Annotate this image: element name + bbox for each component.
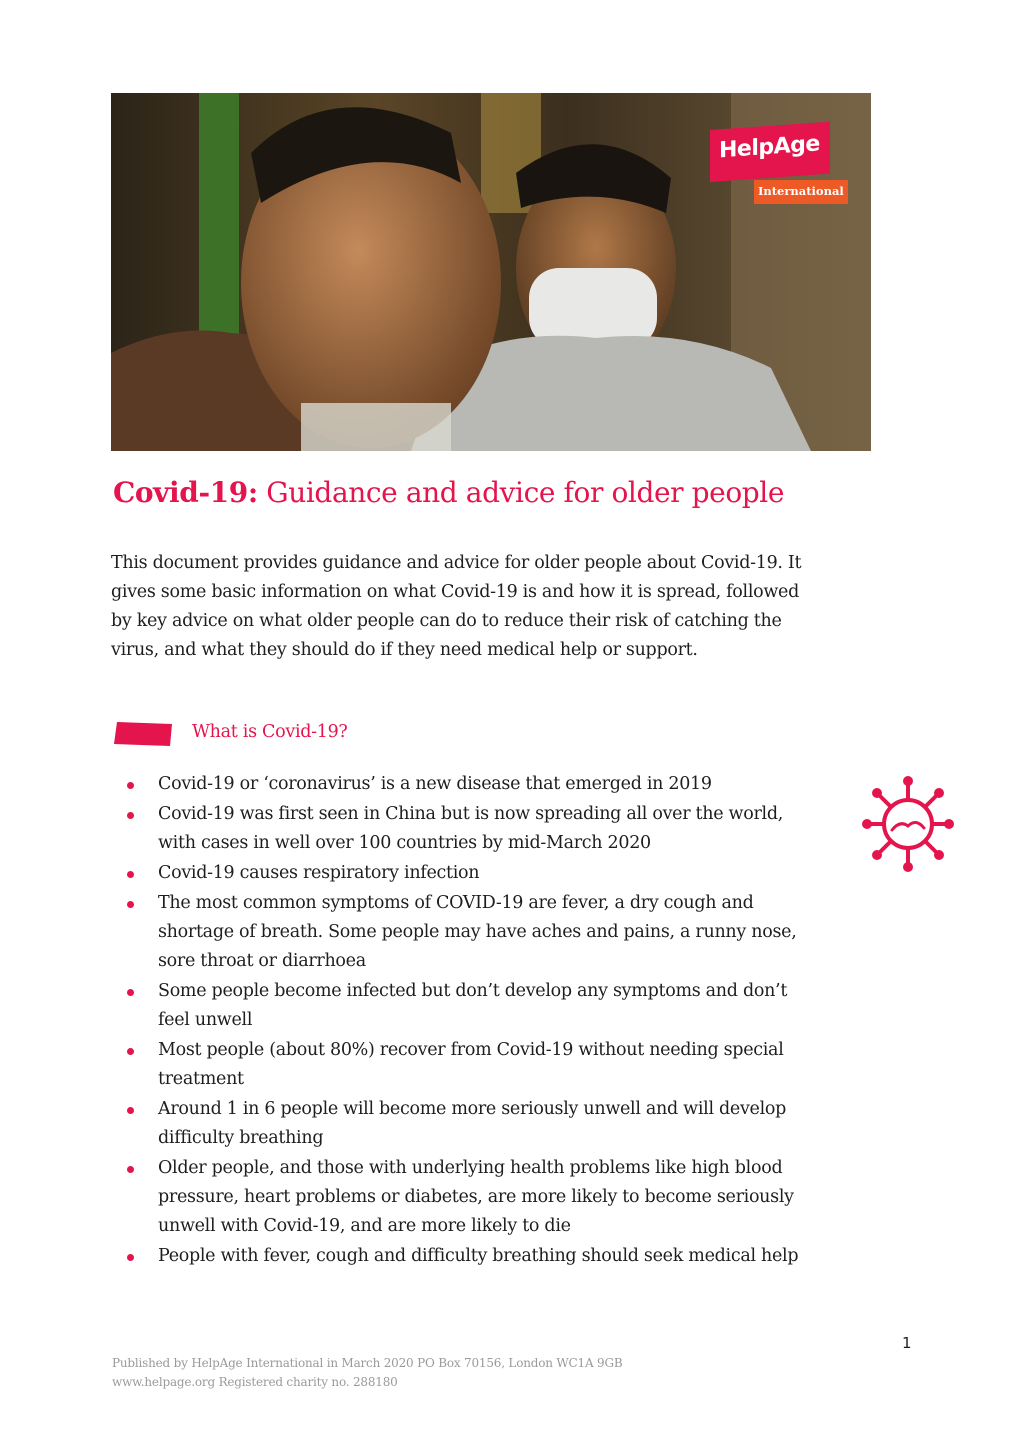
list-item: [0, 859, 818, 888]
list-item-text: Covid-19 causes respiratory infection: [158, 863, 480, 883]
list-item-text: Some people become infected but don’t develop any symptoms and don’t feel unwell: [158, 981, 788, 1030]
list-item-text: The most common symptoms of COVID-19 are fever, a dry cough and shortage of breath. Some people may have aches and pains, a runny nose, sore throat or diarrhoea: [158, 893, 797, 971]
logo-name-block: [710, 122, 830, 182]
list-item: [0, 1242, 818, 1271]
title-prefix: Covid-19:: [113, 476, 258, 509]
logo-subtitle: International: [758, 184, 844, 198]
bullet-dot-icon: [127, 782, 134, 789]
list-item: [0, 770, 818, 799]
section-marker-icon: [114, 720, 172, 746]
list-item-text: Around 1 in 6 people will become more seriously unwell and will develop difficulty breathing: [158, 1099, 787, 1148]
list-item: [0, 1154, 818, 1241]
title-main: Guidance and advice for older people: [257, 476, 785, 509]
logo-name: HelpAge: [719, 131, 820, 164]
page-number: 1: [902, 1334, 912, 1352]
list-item-text: Older people, and those with underlying health problems like high blood pressure, heart problems or diabetes, are more likely to become seriously unwell with Covid-19, and are more likely to die: [158, 1158, 794, 1236]
bullet-dot-icon: [127, 989, 134, 996]
bullet-dot-icon: [127, 812, 134, 819]
list-item-text: People with fever, cough and difficulty breathing should seek medical help: [158, 1246, 799, 1266]
bullet-dot-icon: [127, 1107, 134, 1114]
page-title: [113, 476, 913, 509]
bullet-dot-icon: [127, 901, 134, 908]
footer-charity: www.helpage.org Registered charity no. 288180: [112, 1375, 398, 1389]
bullet-dot-icon: [127, 1048, 134, 1055]
list-item-text: Covid-19 or ‘coronavirus’ is a new disease that emerged in 2019: [158, 774, 712, 794]
virus-icon: [862, 774, 954, 874]
bullet-dot-icon: [127, 1166, 134, 1173]
list-item-text: Most people (about 80%) recover from Covid-19 without needing special treatment: [158, 1040, 784, 1089]
logo-subtitle-block: [754, 180, 848, 204]
helpage-logo: [710, 130, 848, 205]
list-item: [0, 1095, 818, 1153]
list-item: [0, 1036, 818, 1094]
footer: [112, 1354, 812, 1392]
list-item: [0, 889, 818, 976]
bullet-dot-icon: [127, 1254, 134, 1261]
footer-publisher: Published by HelpAge International in March 2020 PO Box 70156, London WC1A 9GB: [112, 1356, 623, 1370]
list-item: [0, 977, 818, 1035]
list-item: [0, 800, 818, 858]
bullet-list: [0, 770, 840, 1272]
list-item-text: Covid-19 was first seen in China but is now spreading all over the world, with cases in well over 100 countries by mid-March 2020: [158, 804, 784, 853]
bullet-dot-icon: [127, 871, 134, 878]
intro-paragraph: This document provides guidance and advice for older people about Covid-19. It gives some basic information on what Covid-19 is and how it is spread, followed by key advice on what older people can do to reduce their risk of catching the virus, and what they should do if they need medical help or support.: [111, 553, 802, 660]
section-heading: What is Covid-19?: [192, 722, 348, 742]
